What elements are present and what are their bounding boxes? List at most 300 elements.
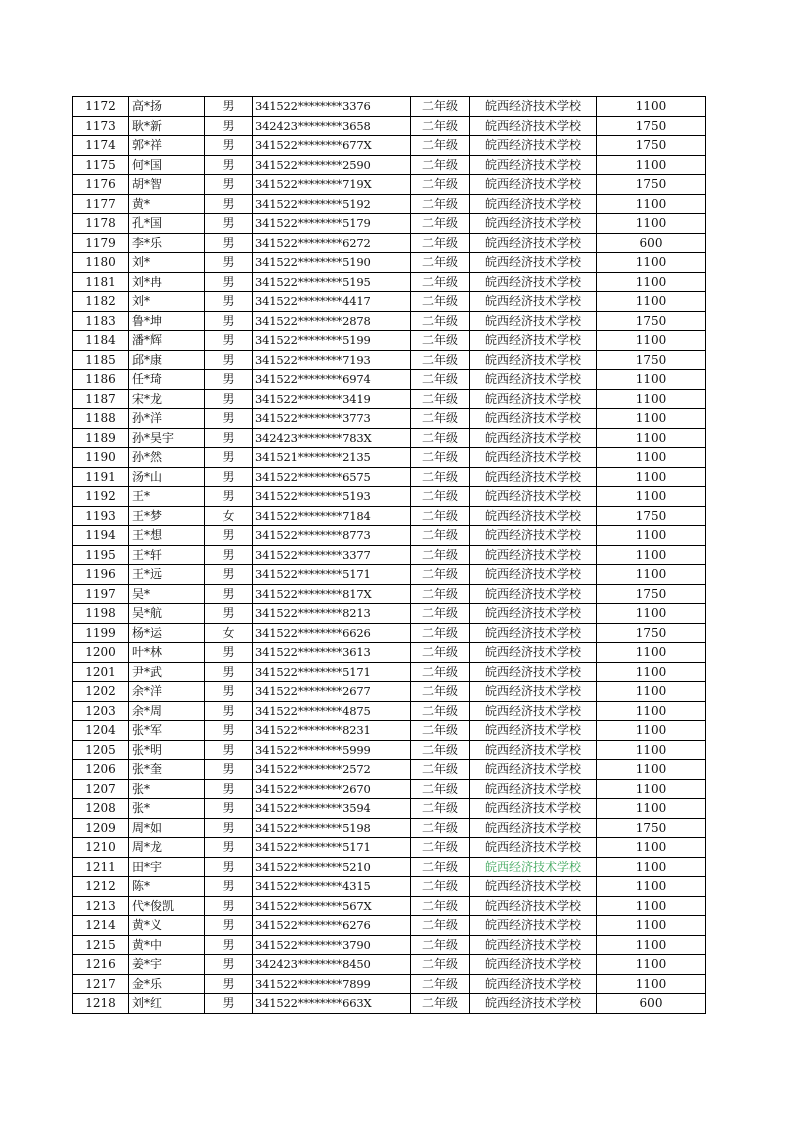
grade-cell: 二年级 [411,350,470,370]
grade-cell: 二年级 [411,97,470,117]
table-row [73,311,706,331]
table-row [73,526,706,546]
school-name-cell: 皖西经济技术学校 [470,994,597,1014]
subsidy-amount-cell: 1750 [597,818,706,838]
table-row [73,448,706,468]
school-name-cell: 皖西经济技术学校 [470,97,597,117]
grade-cell: 二年级 [411,701,470,721]
school-name-cell: 皖西经济技术学校 [470,721,597,741]
school-name-cell: 皖西经济技术学校 [470,331,597,351]
subsidy-amount-cell: 1750 [597,311,706,331]
row-number-cell: 1193 [73,506,129,526]
school-name-cell: 皖西经济技术学校 [470,565,597,585]
grade-cell: 二年级 [411,409,470,429]
subsidy-amount-cell: 1750 [597,506,706,526]
id-number-cell: 342423********8450 [253,955,411,975]
subsidy-amount-cell: 1100 [597,292,706,312]
student-name-cell: 潘*辉 [129,331,205,351]
id-number-cell: 341522********2590 [253,155,411,175]
student-name-cell: 尹*武 [129,662,205,682]
id-number-cell: 342423********3658 [253,116,411,136]
subsidy-amount-cell: 1100 [597,194,706,214]
row-number-cell: 1198 [73,604,129,624]
subsidy-amount-cell: 1100 [597,701,706,721]
subsidy-amount-cell: 1100 [597,409,706,429]
school-name-cell: 皖西经济技术学校 [470,643,597,663]
id-number-cell: 341522********6272 [253,233,411,253]
table-row [73,935,706,955]
school-name-cell: 皖西经济技术学校 [470,701,597,721]
subsidy-amount-cell: 1100 [597,935,706,955]
row-number-cell: 1173 [73,116,129,136]
student-name-cell: 杨*运 [129,623,205,643]
table-row [73,955,706,975]
row-number-cell: 1214 [73,916,129,936]
gender-cell: 男 [205,214,253,234]
id-number-cell: 341522********5171 [253,662,411,682]
id-number-cell: 341522********3377 [253,545,411,565]
gender-cell: 男 [205,682,253,702]
grade-cell: 二年级 [411,565,470,585]
id-number-cell: 341522********3613 [253,643,411,663]
student-name-cell: 孙*然 [129,448,205,468]
grade-cell: 二年级 [411,370,470,390]
grade-cell: 二年级 [411,506,470,526]
subsidy-amount-cell: 1750 [597,584,706,604]
table-row [73,740,706,760]
id-number-cell: 341522********5210 [253,857,411,877]
school-name-cell: 皖西经济技术学校 [470,214,597,234]
student-name-cell: 代*俊凯 [129,896,205,916]
grade-cell: 二年级 [411,292,470,312]
grade-cell: 二年级 [411,974,470,994]
student-name-cell: 孙*昊宇 [129,428,205,448]
school-name-cell: 皖西经济技术学校 [470,877,597,897]
gender-cell: 男 [205,584,253,604]
school-name-cell: 皖西经济技术学校 [470,155,597,175]
student-name-cell: 周*龙 [129,838,205,858]
id-number-cell: 341522********6575 [253,467,411,487]
school-name-cell: 皖西经济技术学校 [470,350,597,370]
subsidy-amount-cell: 1750 [597,623,706,643]
row-number-cell: 1178 [73,214,129,234]
table-row [73,974,706,994]
school-name-cell: 皖西经济技术学校 [470,448,597,468]
subsidy-amount-cell: 1100 [597,272,706,292]
grade-cell: 二年级 [411,779,470,799]
subsidy-amount-cell: 1750 [597,350,706,370]
table-body [73,97,706,1014]
row-number-cell: 1184 [73,331,129,351]
table-row [73,155,706,175]
student-name-cell: 王*远 [129,565,205,585]
student-name-cell: 余*周 [129,701,205,721]
grade-cell: 二年级 [411,760,470,780]
grade-cell: 二年级 [411,799,470,819]
table-row [73,370,706,390]
subsidy-amount-cell: 1100 [597,857,706,877]
table-row [73,818,706,838]
student-name-cell: 刘* [129,292,205,312]
grade-cell: 二年级 [411,311,470,331]
table-row [73,409,706,429]
table-row [73,194,706,214]
row-number-cell: 1206 [73,760,129,780]
id-number-cell: 341522********5198 [253,818,411,838]
student-name-cell: 李*乐 [129,233,205,253]
gender-cell: 女 [205,506,253,526]
school-name-cell: 皖西经济技术学校 [470,760,597,780]
gender-cell: 男 [205,877,253,897]
school-name-cell: 皖西经济技术学校 [470,175,597,195]
table-row [73,779,706,799]
school-name-cell: 皖西经济技术学校 [470,896,597,916]
row-number-cell: 1182 [73,292,129,312]
grade-cell: 二年级 [411,623,470,643]
table-row [73,682,706,702]
id-number-cell: 341522********5192 [253,194,411,214]
grade-cell: 二年级 [411,467,470,487]
gender-cell: 男 [205,818,253,838]
gender-cell: 男 [205,643,253,663]
id-number-cell: 341522********5999 [253,740,411,760]
subsidy-amount-cell: 1100 [597,662,706,682]
row-number-cell: 1188 [73,409,129,429]
subsidy-amount-cell: 1100 [597,740,706,760]
table-row [73,175,706,195]
student-name-cell: 胡*智 [129,175,205,195]
school-name-cell: 皖西经济技术学校 [470,799,597,819]
gender-cell: 男 [205,838,253,858]
id-number-cell: 341522********3790 [253,935,411,955]
gender-cell: 男 [205,155,253,175]
subsidy-amount-cell: 1750 [597,136,706,156]
school-name-cell: 皖西经济技术学校 [470,974,597,994]
student-name-cell: 孔*国 [129,214,205,234]
student-name-cell: 耿*新 [129,116,205,136]
student-name-cell: 张*奎 [129,760,205,780]
id-number-cell: 341522********5193 [253,487,411,507]
row-number-cell: 1183 [73,311,129,331]
table-row [73,623,706,643]
gender-cell: 男 [205,194,253,214]
id-number-cell: 341522********5199 [253,331,411,351]
row-number-cell: 1213 [73,896,129,916]
id-number-cell: 341522********8231 [253,721,411,741]
gender-cell: 男 [205,799,253,819]
grade-cell: 二年级 [411,662,470,682]
table-row [73,467,706,487]
id-number-cell: 341522********2670 [253,779,411,799]
student-name-cell: 任*琦 [129,370,205,390]
student-name-cell: 王*梦 [129,506,205,526]
table-row [73,662,706,682]
table-row [73,896,706,916]
id-number-cell: 341522********2572 [253,760,411,780]
grade-cell: 二年级 [411,916,470,936]
gender-cell: 男 [205,760,253,780]
table-row [73,545,706,565]
gender-cell: 男 [205,857,253,877]
grade-cell: 二年级 [411,389,470,409]
school-name-cell: 皖西经济技术学校 [470,779,597,799]
gender-cell: 男 [205,740,253,760]
gender-cell: 男 [205,935,253,955]
grade-cell: 二年级 [411,584,470,604]
table-row [73,994,706,1014]
subsidy-amount-cell: 1100 [597,97,706,117]
student-name-cell: 王*想 [129,526,205,546]
row-number-cell: 1216 [73,955,129,975]
student-name-cell: 刘* [129,253,205,273]
subsidy-amount-cell: 1100 [597,428,706,448]
school-name-cell: 皖西经济技术学校 [470,545,597,565]
gender-cell: 女 [205,623,253,643]
id-number-cell: 341522********3419 [253,389,411,409]
school-name-cell: 皖西经济技术学校 [470,487,597,507]
table-row [73,389,706,409]
row-number-cell: 1195 [73,545,129,565]
grade-cell: 二年级 [411,487,470,507]
subsidy-amount-cell: 1100 [597,643,706,663]
id-number-cell: 341522********4875 [253,701,411,721]
row-number-cell: 1208 [73,799,129,819]
grade-cell: 二年级 [411,331,470,351]
student-name-cell: 吴*航 [129,604,205,624]
gender-cell: 男 [205,916,253,936]
subsidy-amount-cell: 1100 [597,974,706,994]
id-number-cell: 341522********5195 [253,272,411,292]
subsidy-amount-cell: 1750 [597,116,706,136]
grade-cell: 二年级 [411,682,470,702]
row-number-cell: 1194 [73,526,129,546]
grade-cell: 二年级 [411,994,470,1014]
gender-cell: 男 [205,389,253,409]
student-name-cell: 周*如 [129,818,205,838]
gender-cell: 男 [205,662,253,682]
id-number-cell: 341522********8773 [253,526,411,546]
subsidy-amount-cell: 1100 [597,487,706,507]
table-row [73,272,706,292]
row-number-cell: 1200 [73,643,129,663]
table-row [73,292,706,312]
gender-cell: 男 [205,604,253,624]
subsidy-amount-cell: 1100 [597,838,706,858]
grade-cell: 二年级 [411,838,470,858]
gender-cell: 男 [205,331,253,351]
school-name-cell: 皖西经济技术学校 [470,389,597,409]
school-name-cell: 皖西经济技术学校 [470,623,597,643]
school-name-cell: 皖西经济技术学校 [470,428,597,448]
grade-cell: 二年级 [411,136,470,156]
gender-cell: 男 [205,955,253,975]
gender-cell: 男 [205,428,253,448]
student-name-cell: 张* [129,799,205,819]
row-number-cell: 1192 [73,487,129,507]
gender-cell: 男 [205,487,253,507]
table-row [73,97,706,117]
school-name-cell: 皖西经济技术学校 [470,526,597,546]
grade-cell: 二年级 [411,877,470,897]
id-number-cell: 341522********6276 [253,916,411,936]
student-name-cell: 金*乐 [129,974,205,994]
id-number-cell: 341522********7184 [253,506,411,526]
grade-cell: 二年级 [411,643,470,663]
id-number-cell: 341522********6974 [253,370,411,390]
subsidy-amount-cell: 1100 [597,389,706,409]
subsidy-amount-cell: 1100 [597,916,706,936]
row-number-cell: 1205 [73,740,129,760]
gender-cell: 男 [205,467,253,487]
row-number-cell: 1207 [73,779,129,799]
table-row [73,136,706,156]
grade-cell: 二年级 [411,935,470,955]
row-number-cell: 1176 [73,175,129,195]
student-name-cell: 王* [129,487,205,507]
grade-cell: 二年级 [411,545,470,565]
grade-cell: 二年级 [411,955,470,975]
row-number-cell: 1190 [73,448,129,468]
student-name-cell: 姜*宇 [129,955,205,975]
row-number-cell: 1218 [73,994,129,1014]
table-row [73,214,706,234]
subsidy-amount-cell: 1100 [597,214,706,234]
subsidy-amount-cell: 1100 [597,155,706,175]
id-number-cell: 341522********7193 [253,350,411,370]
student-name-cell: 吴* [129,584,205,604]
school-name-cell: 皖西经济技术学校 [470,955,597,975]
gender-cell: 男 [205,175,253,195]
table-row [73,350,706,370]
table-row [73,838,706,858]
grade-cell: 二年级 [411,857,470,877]
table-row [73,116,706,136]
school-name-cell: 皖西经济技术学校 [470,292,597,312]
id-number-cell: 341522********4417 [253,292,411,312]
student-name-cell: 郭*祥 [129,136,205,156]
table-row [73,506,706,526]
grade-cell: 二年级 [411,896,470,916]
table-row [73,721,706,741]
table-row [73,857,706,877]
grade-cell: 二年级 [411,428,470,448]
id-number-cell: 341522********7899 [253,974,411,994]
grade-cell: 二年级 [411,253,470,273]
school-name-cell: 皖西经济技术学校 [470,370,597,390]
subsidy-amount-cell: 1100 [597,779,706,799]
gender-cell: 男 [205,272,253,292]
subsidy-amount-cell: 1100 [597,331,706,351]
subsidy-amount-cell: 1100 [597,896,706,916]
grade-cell: 二年级 [411,214,470,234]
student-name-cell: 何*国 [129,155,205,175]
gender-cell: 男 [205,565,253,585]
grade-cell: 二年级 [411,526,470,546]
id-number-cell: 341522********663X [253,994,411,1014]
school-name-cell: 皖西经济技术学校 [470,682,597,702]
student-name-cell: 张*明 [129,740,205,760]
student-name-cell: 张*军 [129,721,205,741]
grade-cell: 二年级 [411,155,470,175]
row-number-cell: 1212 [73,877,129,897]
table-row [73,701,706,721]
row-number-cell: 1172 [73,97,129,117]
subsidy-amount-cell: 1100 [597,877,706,897]
student-name-cell: 余*洋 [129,682,205,702]
grade-cell: 二年级 [411,194,470,214]
gender-cell: 男 [205,545,253,565]
table-row [73,643,706,663]
school-name-cell: 皖西经济技术学校 [470,818,597,838]
gender-cell: 男 [205,233,253,253]
row-number-cell: 1211 [73,857,129,877]
grade-cell: 二年级 [411,448,470,468]
grade-cell: 二年级 [411,740,470,760]
student-name-cell: 汤*山 [129,467,205,487]
gender-cell: 男 [205,721,253,741]
row-number-cell: 1204 [73,721,129,741]
student-name-cell: 陈* [129,877,205,897]
id-number-cell: 341522********2878 [253,311,411,331]
school-name-cell: 皖西经济技术学校 [470,604,597,624]
gender-cell: 男 [205,253,253,273]
row-number-cell: 1179 [73,233,129,253]
student-name-cell: 高*扬 [129,97,205,117]
subsidy-amount-cell: 1100 [597,565,706,585]
id-number-cell: 341522********5171 [253,565,411,585]
student-name-cell: 黄* [129,194,205,214]
subsidy-amount-cell: 1100 [597,721,706,741]
id-number-cell: 341522********2677 [253,682,411,702]
subsidy-amount-cell: 1100 [597,760,706,780]
school-name-cell: 皖西经济技术学校 [470,253,597,273]
gender-cell: 男 [205,779,253,799]
gender-cell: 男 [205,974,253,994]
row-number-cell: 1185 [73,350,129,370]
gender-cell: 男 [205,350,253,370]
row-number-cell: 1199 [73,623,129,643]
id-number-cell: 341522********8213 [253,604,411,624]
subsidy-amount-cell: 1100 [597,526,706,546]
id-number-cell: 341522********817X [253,584,411,604]
id-number-cell: 341522********6626 [253,623,411,643]
row-number-cell: 1215 [73,935,129,955]
gender-cell: 男 [205,896,253,916]
id-number-cell: 341522********3594 [253,799,411,819]
subsidy-amount-cell: 600 [597,233,706,253]
row-number-cell: 1191 [73,467,129,487]
row-number-cell: 1217 [73,974,129,994]
school-name-cell: 皖西经济技术学校 [470,194,597,214]
subsidy-amount-cell: 1100 [597,253,706,273]
id-number-cell: 341522********567X [253,896,411,916]
row-number-cell: 1177 [73,194,129,214]
id-number-cell: 341522********677X [253,136,411,156]
subsidy-amount-cell: 600 [597,994,706,1014]
student-name-cell: 刘*冉 [129,272,205,292]
table-row [73,487,706,507]
table-row [73,760,706,780]
grade-cell: 二年级 [411,175,470,195]
gender-cell: 男 [205,370,253,390]
gender-cell: 男 [205,136,253,156]
gender-cell: 男 [205,311,253,331]
id-number-cell: 341522********5190 [253,253,411,273]
row-number-cell: 1209 [73,818,129,838]
student-name-cell: 王*轩 [129,545,205,565]
table-row [73,604,706,624]
gender-cell: 男 [205,526,253,546]
